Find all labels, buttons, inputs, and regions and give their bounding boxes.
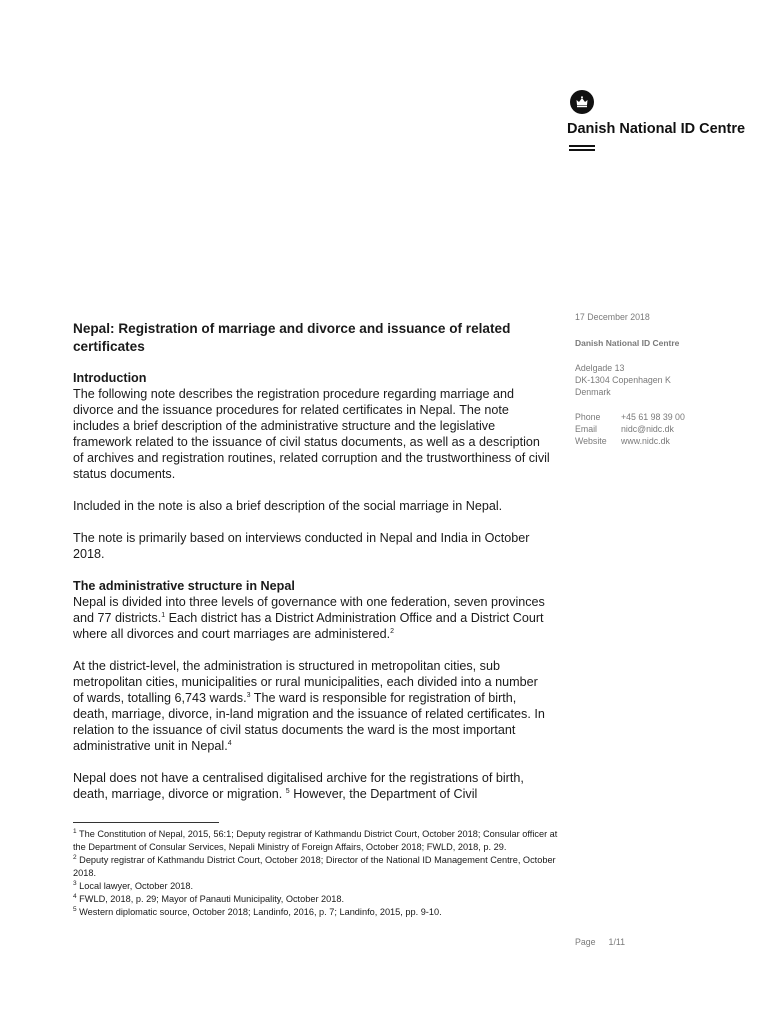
sidebar-org-name: Danish National ID Centre <box>575 338 680 348</box>
footnote-text: Local lawyer, October 2018. <box>76 881 194 891</box>
address-line: DK-1304 Copenhagen K <box>575 375 671 385</box>
footnote-text: FWLD, 2018, p. 29; Mayor of Panauti Municipality, October 2018. <box>76 894 345 904</box>
footnote <box>73 906 563 919</box>
footnote-text: The Constitution of Nepal, 2015, 56:1; Deputy registrar of Kathmandu District Court, October 2018; Consular officer at the Department of Consular Services, Nepali Ministry of Foreign Affairs, October 2018; FWLD, 2018, p. 29. <box>73 829 558 852</box>
contact-label: Website <box>575 436 607 446</box>
contact-value: nidc@nidc.dk <box>621 424 674 434</box>
footnote-text: Deputy registrar of Kathmandu District Court, October 2018; Director of the National ID Management Centre, October 2018. <box>73 855 556 878</box>
footnote-number: 5 <box>73 905 77 913</box>
document-date: 17 December 2018 <box>575 312 650 322</box>
footnote-ref: 5 <box>285 787 290 795</box>
footnote-ref: 3 <box>246 691 251 699</box>
paragraph-admin-2 <box>73 658 551 754</box>
contact-label: Email <box>575 424 597 434</box>
footnote-text: Western diplomatic source, October 2018; Landinfo, 2016, p. 7; Landinfo, 2015, pp. 9-10. <box>76 907 442 917</box>
org-rule-1 <box>569 145 595 147</box>
paragraph-sources: The note is primarily based on interviews conducted in Nepal and India in October 2018. <box>73 531 530 561</box>
address-line: Denmark <box>575 387 611 397</box>
footnote-ref: 2 <box>390 627 394 635</box>
footnote <box>73 880 563 893</box>
text-run: However, the Department of Civil <box>289 787 478 801</box>
footnote <box>73 893 563 906</box>
footnote-ref: 1 <box>161 611 166 619</box>
section-heading-introduction: Introduction <box>73 371 147 385</box>
contact-phone <box>575 411 755 423</box>
document-title: Nepal: Registration of marriage and divorce and issuance of related certificates <box>73 321 511 354</box>
footnote <box>73 854 563 880</box>
org-rule-2 <box>569 149 595 151</box>
footnote-number: 3 <box>73 879 77 887</box>
page-label: Page <box>575 937 596 947</box>
contact-label: Phone <box>575 412 601 422</box>
footnote-number: 4 <box>73 892 77 900</box>
page-value: 1/11 <box>608 937 626 947</box>
footnote-number: 1 <box>73 827 77 835</box>
section-heading-admin-structure: The administrative structure in Nepal <box>73 579 295 593</box>
footnote-ref: 4 <box>227 739 232 747</box>
address-block <box>575 362 755 398</box>
footnotes <box>73 828 563 919</box>
main-content <box>73 320 551 818</box>
paragraph-admin-3 <box>73 770 551 802</box>
footnote <box>73 828 563 854</box>
text-run: At the district-level, the administration is structured in metropolitan cities, sub metropolitan cities, municipalities or rural municipalities, each divided into a number of wards, totalling 6,743 wards. <box>73 659 538 705</box>
text-run: Each district has a District Administration Office and a District Court where all divorces and court marriages are administered. <box>73 611 544 641</box>
crown-icon <box>574 94 590 110</box>
contact-email <box>575 423 755 435</box>
paragraph-admin-1 <box>73 594 551 642</box>
contact-website <box>575 435 755 447</box>
intro-paragraph: The following note describes the registration procedure regarding marriage and divorce and the issuance procedures for related certificates in Nepal. The note includes a brief description of the administrative structure and the legislative framework related to the issuance of civil status documents, as well as a description of archives and registration routines, related corruption and the trustworthiness of civil status documents. <box>73 387 550 481</box>
sidebar-info <box>575 311 755 447</box>
contact-value: +45 61 98 39 00 <box>621 412 685 422</box>
footnote-number: 2 <box>73 853 77 861</box>
contact-block <box>575 411 755 447</box>
footnote-divider <box>73 822 219 823</box>
address-line: Adelgade 13 <box>575 363 625 373</box>
paragraph-social-marriage: Included in the note is also a brief description of the social marriage in Nepal. <box>73 499 503 513</box>
text-run: The ward is responsible for registration of birth, death, marriage, divorce, in-land migration and the issuance of related certificates. In relation to the issuance of civil status documents the ward is the most important administrative unit in Nepal. <box>73 691 545 753</box>
contact-value: www.nidc.dk <box>621 436 670 446</box>
org-title: Danish National ID Centre <box>567 121 746 137</box>
text-run: Nepal does not have a centralised digitalised archive for the registrations of birth, death, marriage, divorce or migration. <box>73 771 524 801</box>
crown-logo-icon <box>570 90 594 114</box>
page-number <box>575 937 625 947</box>
text-run: Nepal is divided into three levels of governance with one federation, seven provinces and 77 districts. <box>73 595 545 625</box>
